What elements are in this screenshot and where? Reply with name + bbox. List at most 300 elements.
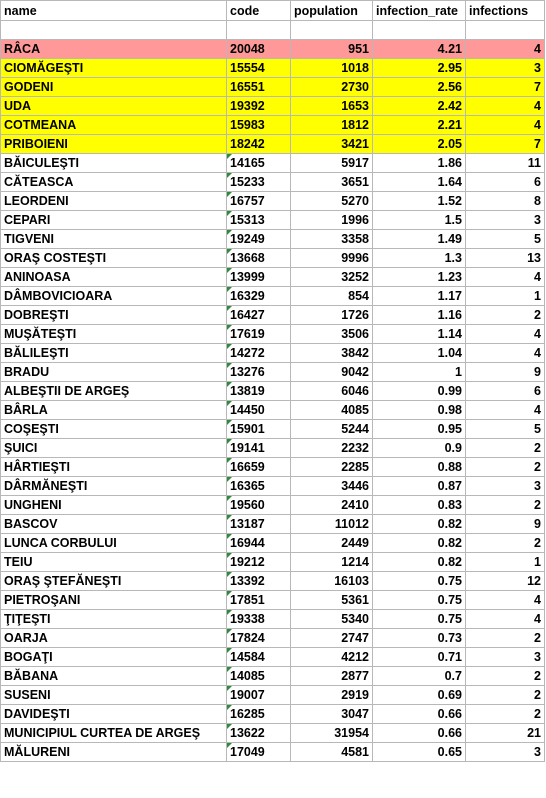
error-indicator-icon xyxy=(227,572,232,577)
cell-infection-rate[interactable] xyxy=(373,287,466,306)
cell-infections[interactable] xyxy=(466,325,545,344)
cell-population[interactable] xyxy=(291,249,373,268)
cell-name[interactable] xyxy=(1,173,227,192)
cell-population[interactable] xyxy=(291,420,373,439)
table-row xyxy=(1,515,545,534)
cell-infection-rate-text: 2.56 xyxy=(437,80,462,94)
cell-name[interactable] xyxy=(1,629,227,648)
cell-infection-rate[interactable] xyxy=(373,496,466,515)
cell-population[interactable] xyxy=(291,629,373,648)
cell-population-text: 1726 xyxy=(341,308,369,322)
cell-code-text: 17619 xyxy=(230,327,265,341)
cell-name-text: CEPARI xyxy=(4,213,51,227)
cell-infections[interactable] xyxy=(466,439,545,458)
cell-code[interactable] xyxy=(227,173,291,192)
cell-infections-text: 7 xyxy=(534,80,541,94)
table-row xyxy=(1,40,545,59)
empty-cell[interactable] xyxy=(466,21,545,40)
cell-infections[interactable] xyxy=(466,287,545,306)
cell-code[interactable] xyxy=(227,382,291,401)
cell-infection-rate[interactable] xyxy=(373,648,466,667)
cell-code[interactable] xyxy=(227,420,291,439)
cell-population[interactable] xyxy=(291,230,373,249)
cell-name-text: BOGAŢI xyxy=(4,650,53,664)
cell-code[interactable] xyxy=(227,686,291,705)
header-cell-infection-rate[interactable]: infection_rate xyxy=(373,1,466,21)
cell-code[interactable] xyxy=(227,249,291,268)
cell-infections-text: 3 xyxy=(534,745,541,759)
cell-name[interactable] xyxy=(1,344,227,363)
cell-name-text: DAVIDEŞTI xyxy=(4,707,70,721)
table-row xyxy=(1,382,545,401)
cell-infections[interactable] xyxy=(466,78,545,97)
cell-infection-rate[interactable] xyxy=(373,268,466,287)
error-indicator-icon xyxy=(227,515,232,520)
cell-population[interactable] xyxy=(291,344,373,363)
cell-code[interactable] xyxy=(227,515,291,534)
cell-infection-rate[interactable] xyxy=(373,325,466,344)
empty-cell[interactable] xyxy=(373,21,466,40)
cell-infection-rate-text: 1.14 xyxy=(437,327,462,341)
cell-infection-rate[interactable] xyxy=(373,249,466,268)
cell-population-text: 5340 xyxy=(341,612,369,626)
table-row xyxy=(1,287,545,306)
cell-name-text: BRADU xyxy=(4,365,50,379)
cell-infection-rate[interactable] xyxy=(373,553,466,572)
cell-infection-rate[interactable] xyxy=(373,705,466,724)
cell-name[interactable] xyxy=(1,667,227,686)
cell-code[interactable] xyxy=(227,534,291,553)
cell-infection-rate[interactable] xyxy=(373,686,466,705)
cell-infections[interactable] xyxy=(466,40,545,59)
cell-population[interactable] xyxy=(291,572,373,591)
cell-code[interactable] xyxy=(227,344,291,363)
cell-infection-rate[interactable] xyxy=(373,306,466,325)
cell-population-text: 2919 xyxy=(341,688,369,702)
cell-infection-rate[interactable] xyxy=(373,382,466,401)
cell-code[interactable] xyxy=(227,230,291,249)
cell-infection-rate[interactable] xyxy=(373,515,466,534)
cell-name-text: DOBREŞTI xyxy=(4,308,69,322)
cell-code[interactable] xyxy=(227,743,291,762)
cell-infection-rate-text: 0.82 xyxy=(437,517,462,531)
cell-population-text: 1996 xyxy=(341,213,369,227)
cell-code-text: 14584 xyxy=(230,650,265,664)
cell-name[interactable] xyxy=(1,686,227,705)
cell-population[interactable] xyxy=(291,173,373,192)
cell-infection-rate[interactable] xyxy=(373,192,466,211)
cell-infections[interactable] xyxy=(466,534,545,553)
table-row xyxy=(1,268,545,287)
cell-population[interactable] xyxy=(291,724,373,743)
cell-population[interactable] xyxy=(291,287,373,306)
cell-population-text: 3252 xyxy=(341,270,369,284)
cell-infections[interactable] xyxy=(466,97,545,116)
cell-infections[interactable] xyxy=(466,743,545,762)
cell-population[interactable] xyxy=(291,59,373,78)
table-row xyxy=(1,230,545,249)
cell-code[interactable] xyxy=(227,192,291,211)
cell-name-text: HÂRTIEŞTI xyxy=(4,460,70,474)
cell-infection-rate-text: 0.98 xyxy=(437,403,462,417)
cell-population[interactable] xyxy=(291,610,373,629)
cell-infection-rate[interactable] xyxy=(373,40,466,59)
cell-name[interactable] xyxy=(1,610,227,629)
cell-population[interactable] xyxy=(291,116,373,135)
cell-population[interactable] xyxy=(291,515,373,534)
cell-population[interactable] xyxy=(291,591,373,610)
cell-name-text: ANINOASA xyxy=(4,270,71,284)
cell-infections-text: 1 xyxy=(534,289,541,303)
cell-infection-rate-text: 4.21 xyxy=(437,42,462,56)
cell-code[interactable] xyxy=(227,97,291,116)
cell-infection-rate[interactable] xyxy=(373,230,466,249)
cell-infections[interactable] xyxy=(466,306,545,325)
cell-infections[interactable] xyxy=(466,401,545,420)
cell-population-text: 31954 xyxy=(334,726,369,740)
cell-code[interactable] xyxy=(227,211,291,230)
cell-population[interactable] xyxy=(291,363,373,382)
cell-population-text: 9996 xyxy=(341,251,369,265)
cell-name-text: LUNCA CORBULUI xyxy=(4,536,117,550)
cell-population-text: 951 xyxy=(348,42,369,56)
cell-code[interactable] xyxy=(227,325,291,344)
cell-name[interactable] xyxy=(1,230,227,249)
cell-infections[interactable] xyxy=(466,173,545,192)
cell-name-text: SUSENI xyxy=(4,688,51,702)
cell-code[interactable] xyxy=(227,363,291,382)
header-cell-infections[interactable]: infections xyxy=(466,1,545,21)
cell-code-text: 15233 xyxy=(230,175,265,189)
cell-population[interactable] xyxy=(291,40,373,59)
cell-infections[interactable] xyxy=(466,154,545,173)
cell-code[interactable] xyxy=(227,287,291,306)
cell-infections[interactable] xyxy=(466,648,545,667)
cell-infection-rate[interactable] xyxy=(373,591,466,610)
cell-infection-rate[interactable] xyxy=(373,173,466,192)
cell-infection-rate[interactable] xyxy=(373,97,466,116)
cell-name[interactable] xyxy=(1,534,227,553)
cell-infection-rate[interactable] xyxy=(373,610,466,629)
cell-infections[interactable] xyxy=(466,553,545,572)
cell-infection-rate[interactable] xyxy=(373,477,466,496)
cell-infection-rate[interactable] xyxy=(373,135,466,154)
cell-code-text: 16757 xyxy=(230,194,265,208)
cell-code[interactable] xyxy=(227,458,291,477)
cell-population[interactable] xyxy=(291,534,373,553)
cell-infections[interactable] xyxy=(466,249,545,268)
cell-infections-text: 2 xyxy=(534,498,541,512)
cell-infections-text: 4 xyxy=(534,99,541,113)
cell-name[interactable] xyxy=(1,477,227,496)
cell-population-text: 2747 xyxy=(341,631,369,645)
cell-name[interactable] xyxy=(1,363,227,382)
cell-population[interactable] xyxy=(291,97,373,116)
cell-name[interactable] xyxy=(1,553,227,572)
cell-name[interactable] xyxy=(1,439,227,458)
cell-population-text: 854 xyxy=(348,289,369,303)
cell-infection-rate[interactable] xyxy=(373,743,466,762)
cell-name[interactable] xyxy=(1,496,227,515)
cell-infection-rate[interactable] xyxy=(373,534,466,553)
table-row xyxy=(1,553,545,572)
cell-population-text: 4085 xyxy=(341,403,369,417)
empty-cell[interactable] xyxy=(1,21,227,40)
cell-code-text: 14085 xyxy=(230,669,265,683)
cell-infection-rate[interactable] xyxy=(373,363,466,382)
cell-infections-text: 2 xyxy=(534,308,541,322)
cell-name[interactable] xyxy=(1,515,227,534)
cell-infection-rate-text: 2.42 xyxy=(437,99,462,113)
cell-infection-rate[interactable] xyxy=(373,572,466,591)
cell-infection-rate[interactable] xyxy=(373,667,466,686)
header-cell-code[interactable]: code xyxy=(227,1,291,21)
cell-infections[interactable] xyxy=(466,629,545,648)
error-indicator-icon xyxy=(227,192,232,197)
table-row xyxy=(1,211,545,230)
cell-code[interactable] xyxy=(227,610,291,629)
cell-name[interactable] xyxy=(1,458,227,477)
cell-code[interactable] xyxy=(227,648,291,667)
cell-code[interactable] xyxy=(227,477,291,496)
cell-infections[interactable] xyxy=(466,192,545,211)
cell-code-text: 19212 xyxy=(230,555,265,569)
cell-code[interactable] xyxy=(227,78,291,97)
cell-name[interactable] xyxy=(1,211,227,230)
cell-population-text: 3358 xyxy=(341,232,369,246)
cell-code-text: 16365 xyxy=(230,479,265,493)
cell-code-text: 13276 xyxy=(230,365,265,379)
cell-population[interactable] xyxy=(291,496,373,515)
cell-code[interactable] xyxy=(227,705,291,724)
cell-name[interactable] xyxy=(1,154,227,173)
cell-code[interactable] xyxy=(227,572,291,591)
cell-infections-text: 11 xyxy=(527,156,541,170)
cell-population[interactable] xyxy=(291,78,373,97)
cell-population[interactable] xyxy=(291,268,373,287)
cell-code[interactable] xyxy=(227,553,291,572)
cell-infections[interactable] xyxy=(466,477,545,496)
cell-population[interactable] xyxy=(291,192,373,211)
cell-infection-rate-text: 0.82 xyxy=(437,536,462,550)
cell-name[interactable] xyxy=(1,705,227,724)
cell-infection-rate[interactable] xyxy=(373,59,466,78)
cell-infection-rate[interactable] xyxy=(373,629,466,648)
cell-infections[interactable] xyxy=(466,496,545,515)
cell-code[interactable] xyxy=(227,591,291,610)
cell-infections-text: 13 xyxy=(527,251,541,265)
cell-infections[interactable] xyxy=(466,59,545,78)
cell-population-text: 3651 xyxy=(341,175,369,189)
cell-code-text: 19249 xyxy=(230,232,265,246)
cell-infections[interactable] xyxy=(466,591,545,610)
cell-code-text: 20048 xyxy=(230,42,265,56)
cell-name[interactable] xyxy=(1,135,227,154)
cell-code-text: 18242 xyxy=(230,137,265,151)
cell-code-text: 15901 xyxy=(230,422,265,436)
cell-infections[interactable] xyxy=(466,230,545,249)
cell-infection-rate[interactable] xyxy=(373,211,466,230)
cell-infection-rate-text: 0.75 xyxy=(437,593,462,607)
error-indicator-icon xyxy=(227,534,232,539)
cell-population-text: 3421 xyxy=(341,137,369,151)
cell-code[interactable] xyxy=(227,135,291,154)
cell-population[interactable] xyxy=(291,458,373,477)
cell-population-text: 5244 xyxy=(341,422,369,436)
cell-infections[interactable] xyxy=(466,667,545,686)
cell-infection-rate-text: 2.05 xyxy=(437,137,462,151)
cell-infections-text: 4 xyxy=(534,118,541,132)
error-indicator-icon xyxy=(227,211,232,216)
cell-code-text: 13819 xyxy=(230,384,265,398)
cell-infection-rate[interactable] xyxy=(373,78,466,97)
cell-name[interactable] xyxy=(1,648,227,667)
cell-population[interactable] xyxy=(291,743,373,762)
error-indicator-icon xyxy=(227,648,232,653)
cell-infections[interactable] xyxy=(466,705,545,724)
cell-population[interactable] xyxy=(291,477,373,496)
cell-population[interactable] xyxy=(291,135,373,154)
cell-name[interactable] xyxy=(1,743,227,762)
error-indicator-icon xyxy=(227,667,232,672)
cell-name[interactable] xyxy=(1,249,227,268)
cell-code[interactable] xyxy=(227,116,291,135)
cell-infection-rate[interactable] xyxy=(373,724,466,743)
cell-infection-rate[interactable] xyxy=(373,458,466,477)
cell-name-text: CĂTEASCA xyxy=(4,175,74,189)
cell-code-text: 17824 xyxy=(230,631,265,645)
cell-infections[interactable] xyxy=(466,458,545,477)
cell-infections[interactable] xyxy=(466,610,545,629)
cell-code-text: 16551 xyxy=(230,80,265,94)
cell-infections[interactable] xyxy=(466,515,545,534)
cell-name-text: TIGVENI xyxy=(4,232,55,246)
cell-name[interactable] xyxy=(1,724,227,743)
cell-infection-rate[interactable] xyxy=(373,344,466,363)
cell-infection-rate[interactable] xyxy=(373,439,466,458)
cell-code[interactable] xyxy=(227,268,291,287)
cell-infections[interactable] xyxy=(466,344,545,363)
cell-population[interactable] xyxy=(291,211,373,230)
cell-infections[interactable] xyxy=(466,724,545,743)
cell-population[interactable] xyxy=(291,306,373,325)
cell-population[interactable] xyxy=(291,553,373,572)
cell-name[interactable] xyxy=(1,268,227,287)
cell-population[interactable] xyxy=(291,686,373,705)
cell-infections-text: 4 xyxy=(534,593,541,607)
cell-name[interactable] xyxy=(1,572,227,591)
cell-infections[interactable] xyxy=(466,363,545,382)
cell-infections-text: 1 xyxy=(534,555,541,569)
cell-infection-rate[interactable] xyxy=(373,116,466,135)
cell-infections[interactable] xyxy=(466,382,545,401)
cell-infection-rate[interactable] xyxy=(373,420,466,439)
cell-infections[interactable] xyxy=(466,211,545,230)
cell-population-text: 11012 xyxy=(334,517,369,531)
cell-name-text: CIOMĂGEŞTI xyxy=(4,61,84,75)
cell-name-text: GODENI xyxy=(4,80,54,94)
cell-infections[interactable] xyxy=(466,135,545,154)
cell-population[interactable] xyxy=(291,439,373,458)
cell-name[interactable] xyxy=(1,420,227,439)
cell-code-text: 13187 xyxy=(230,517,265,531)
empty-cell[interactable] xyxy=(227,21,291,40)
cell-code[interactable] xyxy=(227,667,291,686)
header-cell-name[interactable]: name xyxy=(1,1,227,21)
cell-population[interactable] xyxy=(291,705,373,724)
cell-infection-rate[interactable] xyxy=(373,154,466,173)
cell-infections[interactable] xyxy=(466,686,545,705)
cell-infection-rate-text: 0.65 xyxy=(437,745,462,759)
error-indicator-icon xyxy=(227,344,232,349)
table-row xyxy=(1,306,545,325)
cell-code[interactable] xyxy=(227,439,291,458)
cell-population[interactable] xyxy=(291,667,373,686)
cell-infections[interactable] xyxy=(466,572,545,591)
cell-population[interactable] xyxy=(291,382,373,401)
error-indicator-icon xyxy=(227,306,232,311)
cell-infections-text: 3 xyxy=(534,61,541,75)
cell-name[interactable] xyxy=(1,59,227,78)
cell-infections-text: 2 xyxy=(534,669,541,683)
cell-infections[interactable] xyxy=(466,268,545,287)
cell-name[interactable] xyxy=(1,325,227,344)
cell-name[interactable] xyxy=(1,116,227,135)
cell-population[interactable] xyxy=(291,154,373,173)
cell-code[interactable] xyxy=(227,306,291,325)
cell-infection-rate[interactable] xyxy=(373,401,466,420)
cell-name[interactable] xyxy=(1,40,227,59)
table-row xyxy=(1,135,545,154)
cell-infection-rate-text: 0.95 xyxy=(437,422,462,436)
cell-name[interactable] xyxy=(1,382,227,401)
cell-population-text: 1812 xyxy=(341,118,369,132)
cell-infections-text: 4 xyxy=(534,612,541,626)
error-indicator-icon xyxy=(227,724,232,729)
cell-code[interactable] xyxy=(227,154,291,173)
cell-name[interactable] xyxy=(1,287,227,306)
cell-infections[interactable] xyxy=(466,116,545,135)
cell-code[interactable] xyxy=(227,40,291,59)
cell-code[interactable] xyxy=(227,59,291,78)
cell-name[interactable] xyxy=(1,591,227,610)
cell-name[interactable] xyxy=(1,78,227,97)
cell-infections[interactable] xyxy=(466,420,545,439)
cell-name[interactable] xyxy=(1,192,227,211)
cell-code[interactable] xyxy=(227,629,291,648)
cell-name-text: DÂMBOVICIOARA xyxy=(4,289,113,303)
cell-code[interactable] xyxy=(227,401,291,420)
cell-infections-text: 4 xyxy=(534,346,541,360)
cell-infections-text: 4 xyxy=(534,42,541,56)
cell-population[interactable] xyxy=(291,648,373,667)
error-indicator-icon xyxy=(227,458,232,463)
cell-infections-text: 5 xyxy=(534,232,541,246)
cell-code[interactable] xyxy=(227,496,291,515)
cell-name[interactable] xyxy=(1,401,227,420)
cell-code[interactable] xyxy=(227,724,291,743)
cell-name[interactable] xyxy=(1,97,227,116)
cell-population[interactable] xyxy=(291,401,373,420)
cell-name[interactable] xyxy=(1,306,227,325)
error-indicator-icon xyxy=(227,743,232,748)
cell-population-text: 9042 xyxy=(341,365,369,379)
cell-population[interactable] xyxy=(291,325,373,344)
header-cell-population[interactable]: population xyxy=(291,1,373,21)
cell-code-text: 16427 xyxy=(230,308,265,322)
table-row xyxy=(1,249,545,268)
empty-cell[interactable] xyxy=(291,21,373,40)
